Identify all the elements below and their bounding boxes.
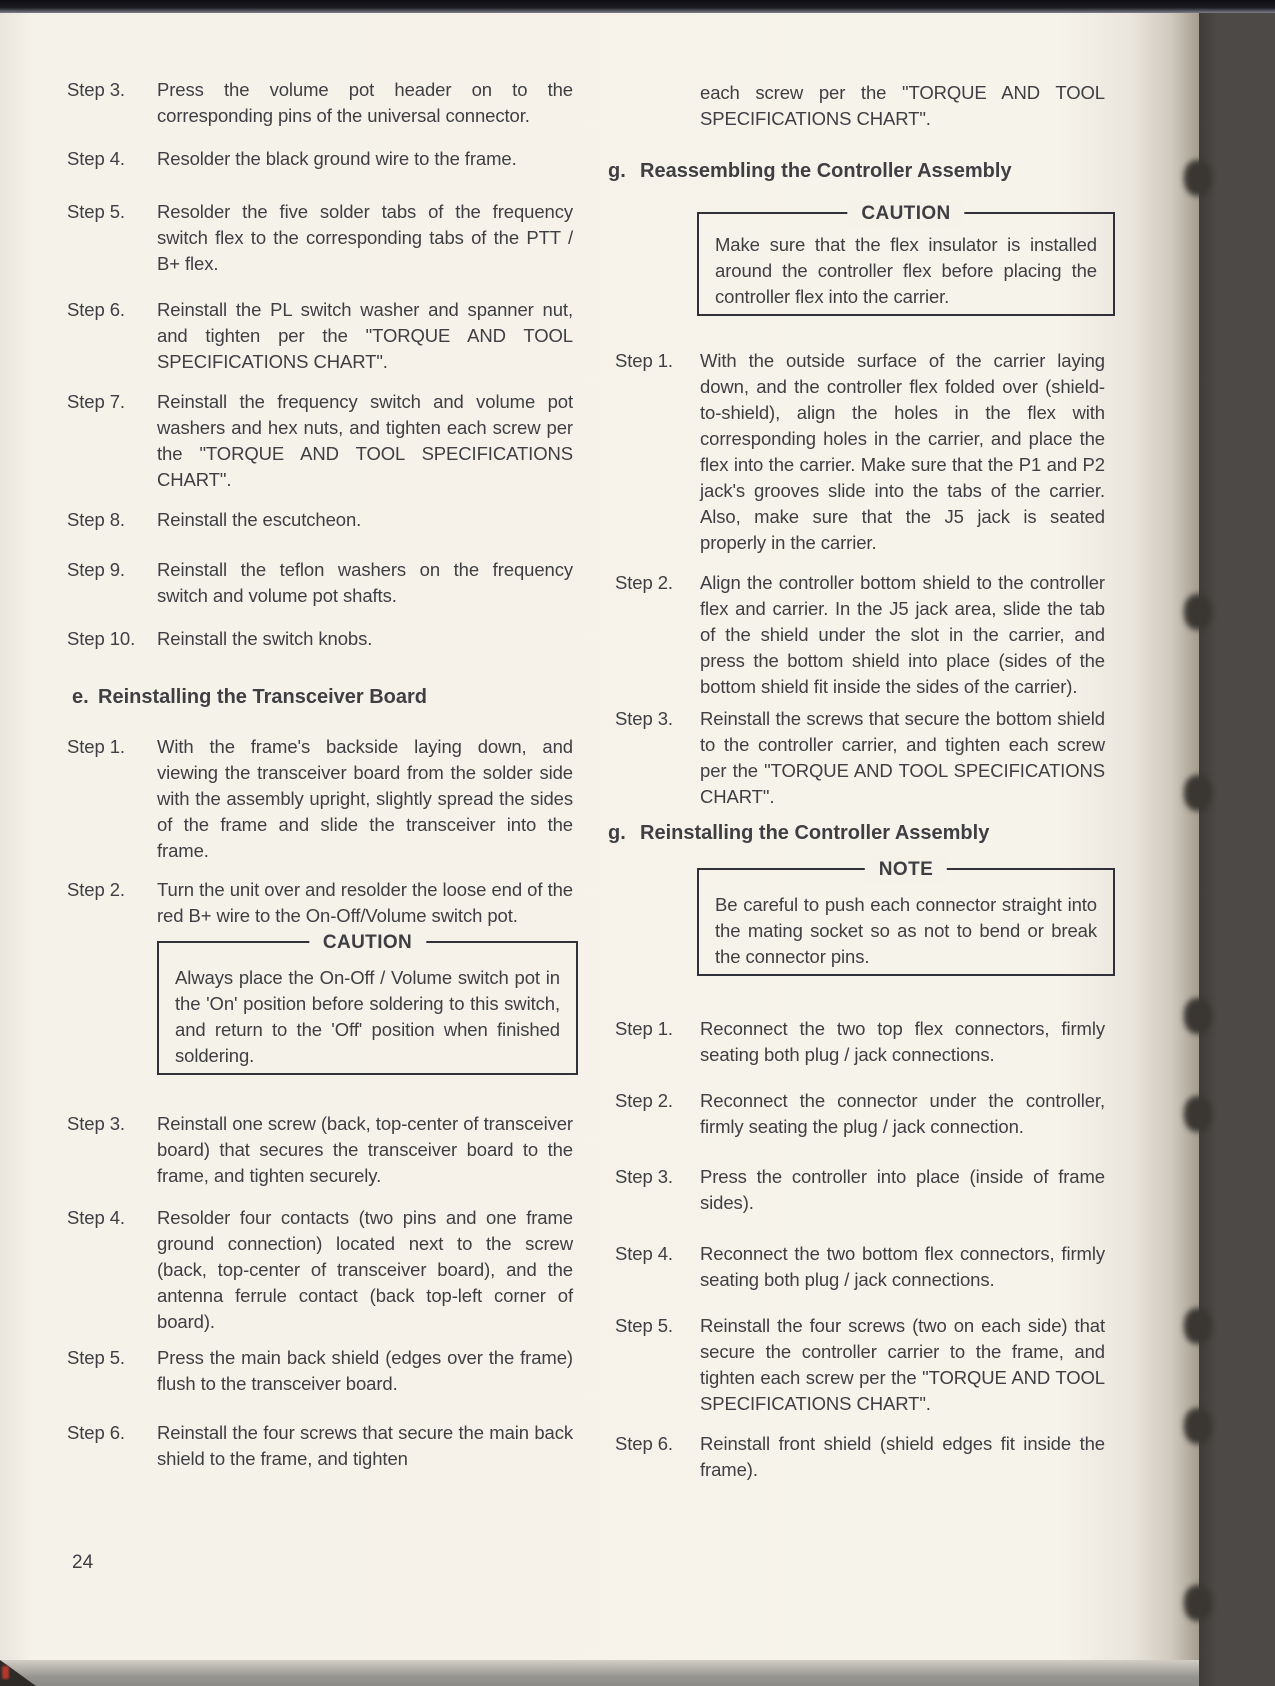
step-label: Step 2. — [67, 879, 125, 900]
step-label: Step 7. — [67, 391, 125, 412]
step-text: Reinstall the four screws (two on each side) that secure the controller carrier to the frame, and tighten each screw per the "TORQUE AND TOOL SPECIFICATIONS CHART". — [700, 1315, 1105, 1414]
step-text: Reconnect the two bottom flex connectors, firmly seating both plug / jack connections. — [700, 1243, 1105, 1290]
scan-bottom-edge — [0, 1660, 1199, 1686]
binding-notch — [1184, 775, 1212, 811]
step-row — [67, 199, 573, 277]
step-row — [67, 507, 573, 533]
step-text: Reinstall front shield (shield edges fit inside the frame). — [700, 1433, 1105, 1480]
section-heading-g1 — [608, 158, 1105, 184]
step-label: Step 3. — [67, 1113, 125, 1134]
caution-text: Make sure that the flex insulator is installed around the controller flex before placing the controller flex into the carrier. — [715, 234, 1097, 307]
step-label: Step 3. — [615, 1166, 673, 1187]
note-title: NOTE — [865, 857, 947, 883]
step-text: Reinstall the screws that secure the bottom shield to the controller carrier, and tighten each screw per the "TORQUE AND TOOL SPECIFICATIONS CHART". — [700, 708, 1105, 807]
step-row — [67, 626, 573, 652]
binding-notch — [1184, 1308, 1212, 1344]
step-text: Reinstall the teflon washers on the frequency switch and volume pot shafts. — [157, 559, 573, 606]
step-row — [608, 1164, 1105, 1216]
step-label: Step 4. — [67, 148, 125, 169]
step-row — [67, 1205, 573, 1335]
step-label: Step 1. — [67, 736, 125, 757]
binding-notch — [1184, 1408, 1212, 1444]
caution-box — [157, 932, 578, 1075]
step-row — [608, 1088, 1105, 1140]
step-row — [67, 1111, 573, 1189]
step-text: Reconnect the connector under the controller, firmly seating the plug / jack connection. — [700, 1090, 1105, 1137]
caution-title: CAUTION — [847, 201, 964, 227]
left-column — [67, 77, 573, 1472]
step-row — [67, 146, 573, 172]
step-label: Step 5. — [615, 1315, 673, 1336]
step-row — [608, 706, 1105, 810]
caution-text: Always place the On-Off / Volume switch pot in the 'On' position before soldering to this switch, and return to the 'Off' position when finished soldering. — [175, 967, 560, 1066]
right-column — [608, 80, 1105, 1483]
step-text: Reinstall one screw (back, top-center of transceiver board) that secures the transceiver board to the frame, and tighten securely. — [157, 1113, 573, 1186]
step-label: Step 1. — [615, 1018, 673, 1039]
binding-notch — [1184, 1096, 1212, 1132]
binding-notch — [1184, 594, 1212, 630]
step-row — [67, 77, 573, 129]
section-letter: e. — [72, 686, 89, 708]
step-label: Step 6. — [67, 1422, 125, 1443]
section-heading-g2 — [608, 820, 1105, 846]
step-row — [67, 389, 573, 493]
step-text: Reinstall the frequency switch and volume pot washers and hex nuts, and tighten each screw per the "TORQUE AND TOOL SPECIFICATIONS CHART". — [157, 391, 573, 490]
section-letter: g. — [608, 160, 626, 182]
section-title: Reinstalling the Transceiver Board — [98, 686, 427, 708]
step-text: Resolder the black ground wire to the frame. — [157, 148, 517, 169]
caution-box — [697, 203, 1115, 316]
step-row — [67, 734, 573, 864]
step-row — [67, 1420, 573, 1472]
binding-notch — [1184, 1585, 1212, 1621]
caution-title: CAUTION — [309, 930, 426, 956]
step-row — [608, 570, 1105, 700]
section-heading-e — [67, 684, 573, 710]
step-label: Step 4. — [615, 1243, 673, 1264]
step-text: Resolder the five solder tabs of the frequency switch flex to the corresponding tabs of the PTT / B+ flex. — [157, 201, 573, 274]
section-title: Reassembling the Controller Assembly — [640, 160, 1012, 182]
step-label: Step 8. — [67, 509, 125, 530]
step-row — [67, 1345, 573, 1397]
step-row — [608, 1241, 1105, 1293]
step-text: Reinstall the four screws that secure the main back shield to the frame, and tighten — [157, 1422, 573, 1469]
red-corner-mark — [2, 1666, 9, 1679]
step-text: With the frame's backside laying down, and viewing the transceiver board from the solder side with the assembly upright, slightly spread the sides of the frame and slide the transceiver into the frame. — [157, 736, 573, 861]
step-row — [608, 1431, 1105, 1483]
step-text: Align the controller bottom shield to the controller flex and carrier. In the J5 jack area, slide the tab of the shield under the slot in the carrier, and press the bottom shield into place (sides of the bottom shield fit inside the sides of the carrier). — [700, 572, 1105, 697]
step-label: Step 6. — [615, 1433, 673, 1454]
note-box — [697, 859, 1115, 976]
step-text: Press the controller into place (inside of frame sides). — [700, 1166, 1105, 1213]
step-row — [67, 297, 573, 375]
scan-top-edge — [0, 0, 1275, 13]
step-label: Step 2. — [615, 1090, 673, 1111]
step-label: Step 3. — [615, 708, 673, 729]
binding-notch — [1184, 160, 1212, 196]
step-row — [608, 1016, 1105, 1068]
step-label: Step 4. — [67, 1207, 125, 1228]
section-title: Reinstalling the Controller Assembly — [640, 822, 990, 844]
step-text: Turn the unit over and resolder the loose end of the red B+ wire to the On-Off/Volume switch pot. — [157, 879, 573, 926]
step-text: Press the volume pot header on to the corresponding pins of the universal connector. — [157, 79, 573, 126]
page-number: 24 — [72, 1552, 94, 1573]
step-row — [67, 877, 573, 929]
binding-notch — [1184, 998, 1212, 1034]
step-text: Press the main back shield (edges over the frame) flush to the transceiver board. — [157, 1347, 573, 1394]
step-label: Step 1. — [615, 350, 673, 371]
step-label: Step 9. — [67, 559, 125, 580]
step-label: Step 10. — [67, 628, 136, 649]
step-label: Step 2. — [615, 572, 673, 593]
step-row — [608, 348, 1105, 556]
step-label: Step 6. — [67, 299, 125, 320]
step-text: Reinstall the PL switch washer and spanner nut, and tighten per the "TORQUE AND TOOL SPECIFICATIONS CHART". — [157, 299, 573, 372]
step-text: Reinstall the switch knobs. — [157, 628, 373, 649]
step-text: Reconnect the two top flex connectors, firmly seating both plug / jack connections. — [700, 1018, 1105, 1065]
section-letter: g. — [608, 822, 626, 844]
step-label: Step 3. — [67, 79, 125, 100]
note-text: Be careful to push each connector straight into the mating socket so as not to bend or break the connector pins. — [715, 894, 1097, 967]
step-text: With the outside surface of the carrier laying down, and the controller flex folded over (shield-to-shield), align the holes in the flex with corresponding holes in the carrier, and place the flex into the carrier. Make sure that the P1 and P2 jack's grooves slide into the tabs of the carrier. Also, make sure that the J5 jack is seated properly in the carrier. — [700, 350, 1105, 553]
step-row — [67, 557, 573, 609]
step-text: Reinstall the escutcheon. — [157, 509, 362, 530]
step-label: Step 5. — [67, 1347, 125, 1368]
continuation-text: each screw per the "TORQUE AND TOOL SPECIFICATIONS CHART". — [700, 82, 1105, 129]
step-label: Step 5. — [67, 201, 125, 222]
step-row — [608, 1313, 1105, 1417]
step-text: Resolder four contacts (two pins and one frame ground connection) located next to the screw (back, top-center of transceiver board), and the antenna ferrule contact (back top-left corner of board). — [157, 1207, 573, 1332]
